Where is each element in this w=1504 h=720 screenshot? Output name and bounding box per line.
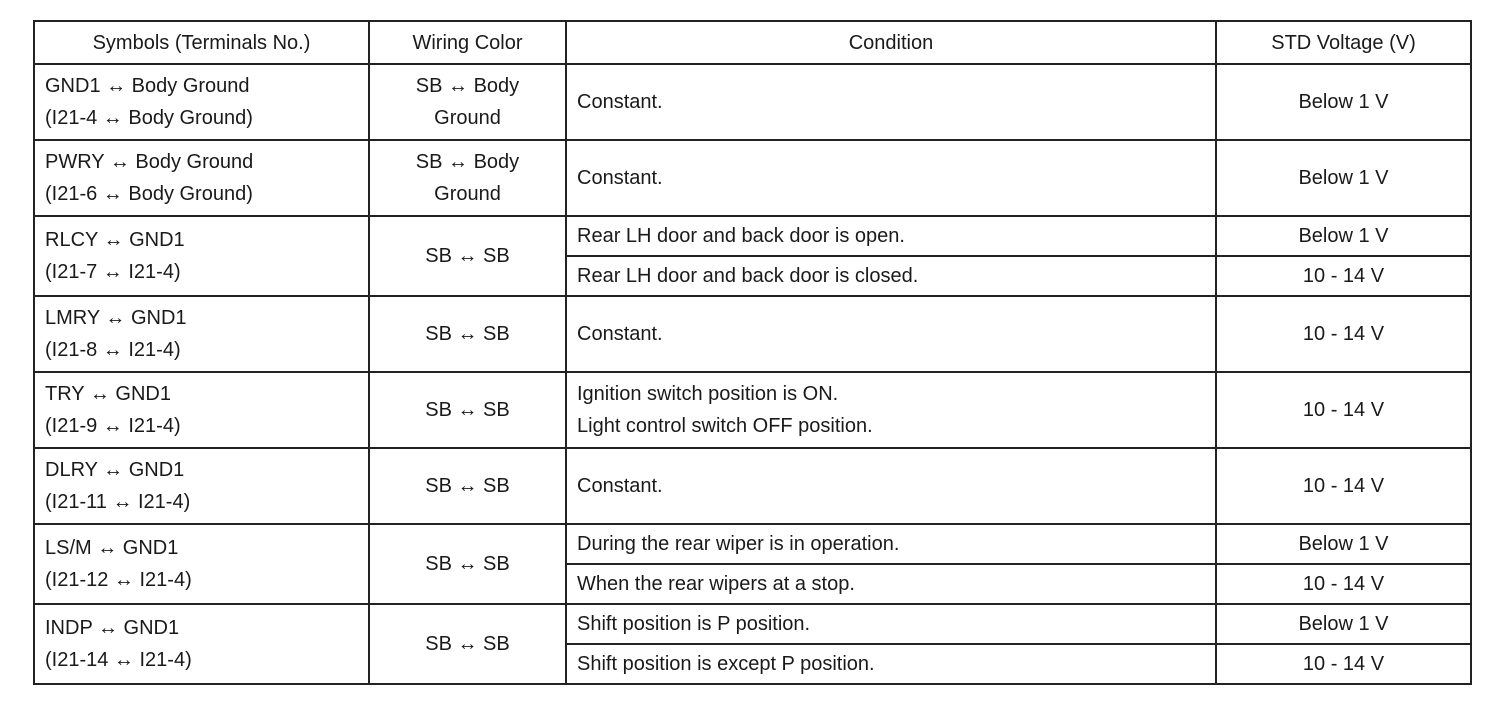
symbol-cell [34, 448, 369, 524]
terminal-line: (I21-9 ↔ I21-4) [45, 415, 181, 437]
symbol-cell [34, 64, 369, 140]
voltage-cell: Below 1 V [1216, 140, 1471, 216]
wiring-color-cell [369, 140, 566, 216]
table-row-lsm [34, 524, 1471, 564]
symbol-cell [34, 140, 369, 216]
voltage-cell: 10 - 14 V [1216, 564, 1471, 604]
condition-cell: When the rear wipers at a stop. [566, 564, 1216, 604]
wiring-line: SB ↔ Body [415, 75, 520, 97]
wiring-color-cell [369, 64, 566, 140]
table-row-dlry [34, 448, 1471, 524]
voltage-cell: 10 - 14 V [1216, 256, 1471, 296]
terminal-line: (I21-14 ↔ I21-4) [45, 649, 192, 671]
condition-cell: Shift position is P position. [566, 604, 1216, 644]
wiring-color-cell: SB ↔ SB [369, 372, 566, 448]
terminal-line: (I21-12 ↔ I21-4) [45, 569, 192, 591]
symbol-cell [34, 296, 369, 372]
condition-line: Ignition switch position is ON. [577, 383, 839, 405]
header-symbols: Symbols (Terminals No.) [34, 21, 369, 64]
condition-cell: Constant. [566, 64, 1216, 140]
wiring-line: Ground [434, 107, 501, 129]
wiring-line: Ground [434, 183, 501, 205]
voltage-cell: 10 - 14 V [1216, 296, 1471, 372]
table-row-try [34, 372, 1471, 448]
condition-cell: Constant. [566, 296, 1216, 372]
wiring-color-cell: SB ↔ SB [369, 216, 566, 296]
table-row-gnd1 [34, 64, 1471, 140]
voltage-cell: Below 1 V [1216, 604, 1471, 644]
terminal-line: (I21-11 ↔ I21-4) [45, 491, 191, 513]
table-row-indp [34, 604, 1471, 644]
header-row [34, 21, 1471, 64]
voltage-cell: Below 1 V [1216, 64, 1471, 140]
symbol-line: RLCY ↔ GND1 [45, 229, 185, 251]
condition-cell: Constant. [566, 140, 1216, 216]
terminal-line: (I21-4 ↔ Body Ground) [45, 107, 253, 129]
voltage-cell: 10 - 14 V [1216, 448, 1471, 524]
terminal-line: (I21-6 ↔ Body Ground) [45, 183, 253, 205]
symbol-line: GND1 ↔ Body Ground [45, 75, 250, 97]
symbol-line: DLRY ↔ GND1 [45, 459, 185, 481]
voltage-cell: 10 - 14 V [1216, 644, 1471, 684]
symbol-line: PWRY ↔ Body Ground [45, 151, 254, 173]
symbol-cell [34, 372, 369, 448]
symbol-cell [34, 524, 369, 604]
header-std-voltage: STD Voltage (V) [1216, 21, 1471, 64]
wiring-color-cell: SB ↔ SB [369, 296, 566, 372]
table-row-rlcy [34, 216, 1471, 256]
terminal-line: (I21-8 ↔ I21-4) [45, 339, 181, 361]
symbol-cell [34, 216, 369, 296]
voltage-cell: Below 1 V [1216, 524, 1471, 564]
voltage-cell: 10 - 14 V [1216, 372, 1471, 448]
voltage-cell: Below 1 V [1216, 216, 1471, 256]
condition-cell: Rear LH door and back door is open. [566, 216, 1216, 256]
condition-cell: Rear LH door and back door is closed. [566, 256, 1216, 296]
condition-cell: Shift position is except P position. [566, 644, 1216, 684]
condition-cell [566, 372, 1216, 448]
terminal-voltage-table [33, 20, 1472, 685]
condition-cell: During the rear wiper is in operation. [566, 524, 1216, 564]
symbol-line: LS/M ↔ GND1 [45, 537, 179, 559]
symbol-line: TRY ↔ GND1 [45, 383, 171, 405]
condition-cell: Constant. [566, 448, 1216, 524]
symbol-cell [34, 604, 369, 684]
table-row-pwry [34, 140, 1471, 216]
terminal-line: (I21-7 ↔ I21-4) [45, 261, 181, 283]
wiring-color-cell: SB ↔ SB [369, 448, 566, 524]
table-row-lmry [34, 296, 1471, 372]
header-wiring-color: Wiring Color [369, 21, 566, 64]
wiring-color-cell: SB ↔ SB [369, 604, 566, 684]
condition-line: Light control switch OFF position. [577, 415, 873, 437]
wiring-color-cell: SB ↔ SB [369, 524, 566, 604]
wiring-line: SB ↔ Body [415, 151, 520, 173]
header-condition: Condition [566, 21, 1216, 64]
symbol-line: LMRY ↔ GND1 [45, 307, 187, 329]
symbol-line: INDP ↔ GND1 [45, 617, 180, 639]
